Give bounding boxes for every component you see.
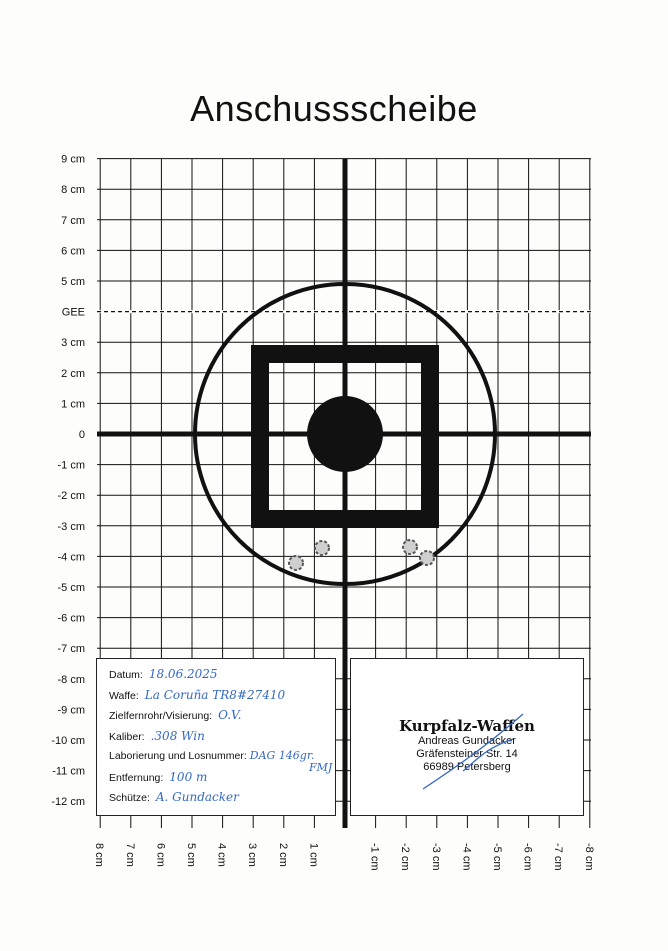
y-axis-label: -6 cm <box>57 612 85 625</box>
y-axis-label: -1 cm <box>57 459 85 472</box>
maker-stamp <box>350 658 584 816</box>
x-axis-label: -3 cm <box>429 843 442 871</box>
x-axis-label: 5 cm <box>185 843 197 867</box>
kaliber-label: Kaliber: <box>109 730 145 743</box>
x-axis-label: 3 cm <box>246 843 259 867</box>
y-axis-label: -3 cm <box>57 520 85 533</box>
waffe-row <box>109 688 335 709</box>
x-axis-label: -6 cm <box>521 843 534 871</box>
y-axis-label: -9 cm <box>57 704 85 717</box>
x-axis-label: 7 cm <box>123 843 136 867</box>
visierung-label: Zielfernrohr/Visierung: <box>109 710 213 722</box>
waffe-value: La Coruña TR8#27410 <box>144 687 286 702</box>
x-axis-label: -1 cm <box>368 843 381 871</box>
waffe-label: Waffe: <box>109 689 139 702</box>
y-axis-label: 9 cm <box>61 153 85 166</box>
shot-hole <box>403 540 417 554</box>
datum-row <box>109 667 335 688</box>
y-axis-label: -5 cm <box>57 582 85 594</box>
x-axis-label: -4 cm <box>460 843 473 871</box>
x-axis-label: 2 cm <box>276 843 289 867</box>
labor-value: DAG 146gr. <box>249 749 315 762</box>
info-box <box>96 658 336 816</box>
y-axis-label: 2 cm <box>61 367 85 380</box>
x-axis-label: 4 cm <box>215 843 228 867</box>
x-axis-label: -8 cm <box>582 843 595 871</box>
x-axis-label: -5 cm <box>491 843 503 871</box>
y-axis-label: -12 cm <box>51 796 85 809</box>
shot-hole <box>420 551 434 565</box>
labor-label: Laborierung und Losnummer: <box>109 750 247 762</box>
maker-logo: Kurpfalz-Waffen <box>399 717 535 735</box>
y-axis-label: -11 cm <box>52 765 85 778</box>
schuetze-label: Schütze: <box>109 792 150 804</box>
shot-hole <box>289 556 303 570</box>
entfernung-value: 100 m <box>169 769 208 784</box>
y-axis-label: -7 cm <box>57 643 85 656</box>
x-axis-label: 1 cm <box>307 843 320 867</box>
x-axis-label: -2 cm <box>399 843 412 871</box>
x-axis-label: -7 cm <box>552 843 565 871</box>
kaliber-value: .308 Win <box>150 728 205 743</box>
y-axis-label: 8 cm <box>61 184 85 197</box>
y-axis-label: 6 cm <box>61 245 85 258</box>
entfernung-row <box>109 770 335 791</box>
maker-name: Andreas Gundacker <box>418 735 516 747</box>
y-axis-label: 1 cm <box>61 398 85 411</box>
y-axis-label: -10 cm <box>51 735 85 747</box>
y-axis-label: 0 <box>78 429 85 441</box>
labor-row <box>109 749 335 774</box>
y-axis-label: 3 cm <box>61 337 85 350</box>
datum-value: 18.06.2025 <box>148 667 218 681</box>
signature-scribble <box>413 709 533 799</box>
x-axis-label: 6 cm <box>154 843 167 867</box>
y-axis-label: -8 cm <box>57 673 85 686</box>
maker-city: 66989 Petersberg <box>423 761 511 773</box>
kaliber-row <box>109 729 335 750</box>
visierung-row <box>109 708 335 729</box>
y-axis-label: 5 cm <box>61 276 85 288</box>
labor-value-2: FMJ <box>309 761 333 774</box>
page-title: Anschussscheibe <box>190 88 478 129</box>
entfernung-label: Entfernung: <box>109 771 164 784</box>
y-axis-label: 7 cm <box>61 214 85 227</box>
x-axis-label: 8 cm <box>93 843 106 867</box>
datum-label: Datum: <box>109 669 143 681</box>
y-axis-label: -2 cm <box>57 490 85 503</box>
schuetze-row <box>109 790 335 811</box>
visierung-value: O.V. <box>218 708 242 722</box>
y-axis-label: -4 cm <box>57 551 85 564</box>
shot-hole <box>315 541 329 555</box>
maker-street: Gräfensteiner Str. 14 <box>416 748 518 760</box>
schuetze-value: A. Gundacker <box>155 790 239 804</box>
y-axis-label: GEE <box>61 306 85 319</box>
